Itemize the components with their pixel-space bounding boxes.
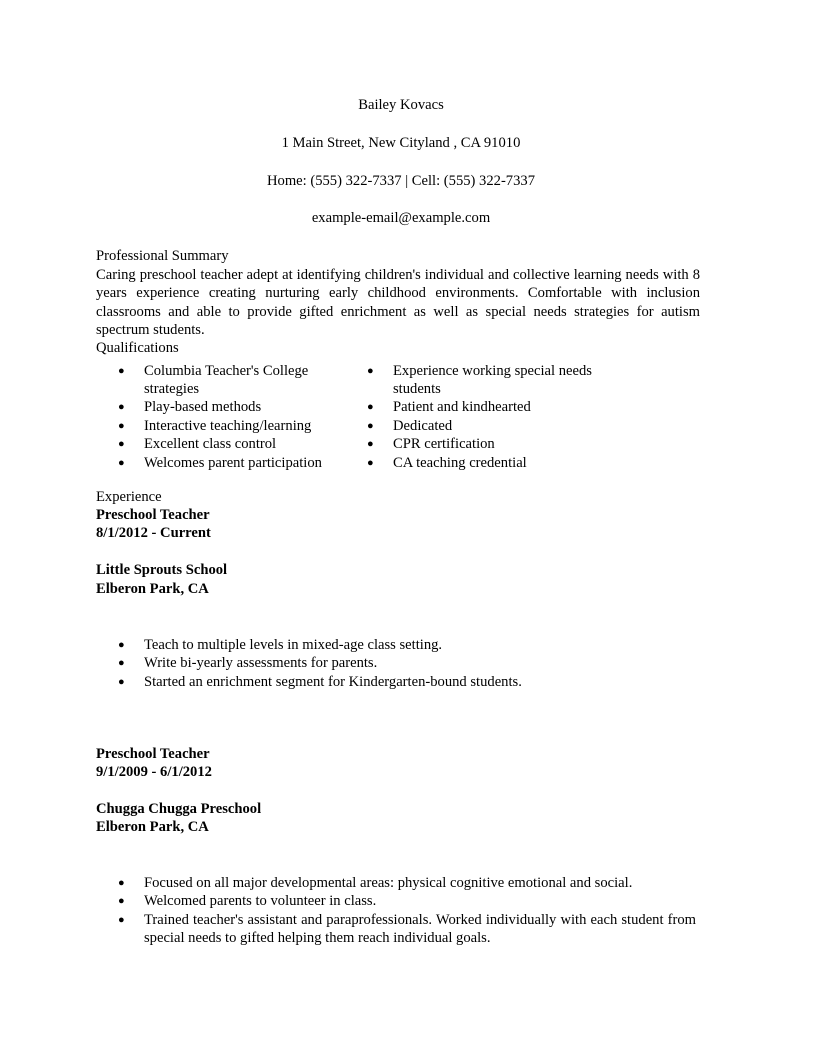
bullet-icon: ● [367, 365, 374, 377]
bullet-icon: ● [118, 877, 125, 889]
job-dates: 9/1/2009 - 6/1/2012 [96, 764, 212, 780]
bullet-icon: ● [118, 420, 125, 432]
job-duty: Teach to multiple levels in mixed-age class setting. [144, 637, 443, 653]
job-duty: Started an enrichment segment for Kindergarten-bound students. [144, 674, 522, 690]
qualification-item: Columbia Teacher's College strategies [144, 363, 309, 398]
job-duty: Welcomed parents to volunteer in class. [144, 893, 377, 909]
bullet-icon: ● [118, 457, 125, 469]
phone-numbers: Home: (555) 322-7337 | Cell: (555) 322-7337 [266, 173, 535, 189]
bullet-icon: ● [118, 438, 125, 450]
employer-name: Little Sprouts School [96, 562, 228, 578]
bullet-icon: ● [118, 657, 125, 669]
job-title: Preschool Teacher [96, 746, 210, 762]
employer-location: Elberon Park, CA [96, 581, 209, 597]
bullet-icon: ● [118, 639, 125, 651]
bullet-icon: ● [118, 895, 125, 907]
bullet-icon: ● [367, 420, 374, 432]
experience-heading: Experience [96, 489, 162, 505]
qualification-item: CA teaching credential [393, 455, 527, 471]
qualification-item: Dedicated [393, 418, 453, 434]
qualification-item: Welcomes parent participation [144, 455, 322, 471]
bullet-icon: ● [118, 676, 125, 688]
bullet-icon: ● [118, 401, 125, 413]
qualification-item: Patient and kindhearted [393, 399, 531, 415]
job-dates: 8/1/2012 - Current [96, 525, 211, 541]
job-duty: Write bi-yearly assessments for parents. [144, 655, 378, 671]
qualification-item: Play-based methods [144, 399, 262, 415]
bullet-icon: ● [118, 365, 125, 377]
job-duty: Trained teacher's assistant and paraprofessionals. Worked individually with each student from special needs to gifted helping them reach individual goals. [144, 912, 696, 947]
job-duty: Focused on all major developmental areas: physical cognitive emotional and social. [144, 875, 633, 891]
address: 1 Main Street, New Cityland , CA 91010 [281, 135, 521, 151]
bullet-icon: ● [367, 401, 374, 413]
qualifications-heading: Qualifications [96, 340, 179, 356]
job-title: Preschool Teacher [96, 507, 210, 523]
email: example-email@example.com [311, 210, 491, 226]
bullet-icon: ● [367, 457, 374, 469]
summary-heading: Professional Summary [96, 248, 229, 264]
bullet-icon: ● [367, 438, 374, 450]
qualification-item: Excellent class control [144, 436, 277, 452]
employer-name: Chugga Chugga Preschool [96, 801, 262, 817]
summary-text: Caring preschool teacher adept at identifying children's individual and collective learning needs with 8 years experience creating nurturing early childhood environments. Comfortable with inclusion classrooms and able to provide gifted enrichment as well as special needs strategies for autism spectrum students. [96, 267, 700, 339]
qualification-item: Interactive teaching/learning [144, 418, 312, 434]
qualification-item: Experience working special needs students [393, 363, 592, 398]
qualification-item: CPR certification [393, 436, 495, 452]
employer-location: Elberon Park, CA [96, 819, 209, 835]
bullet-icon: ● [118, 914, 125, 926]
candidate-name: Bailey Kovacs [358, 97, 444, 113]
